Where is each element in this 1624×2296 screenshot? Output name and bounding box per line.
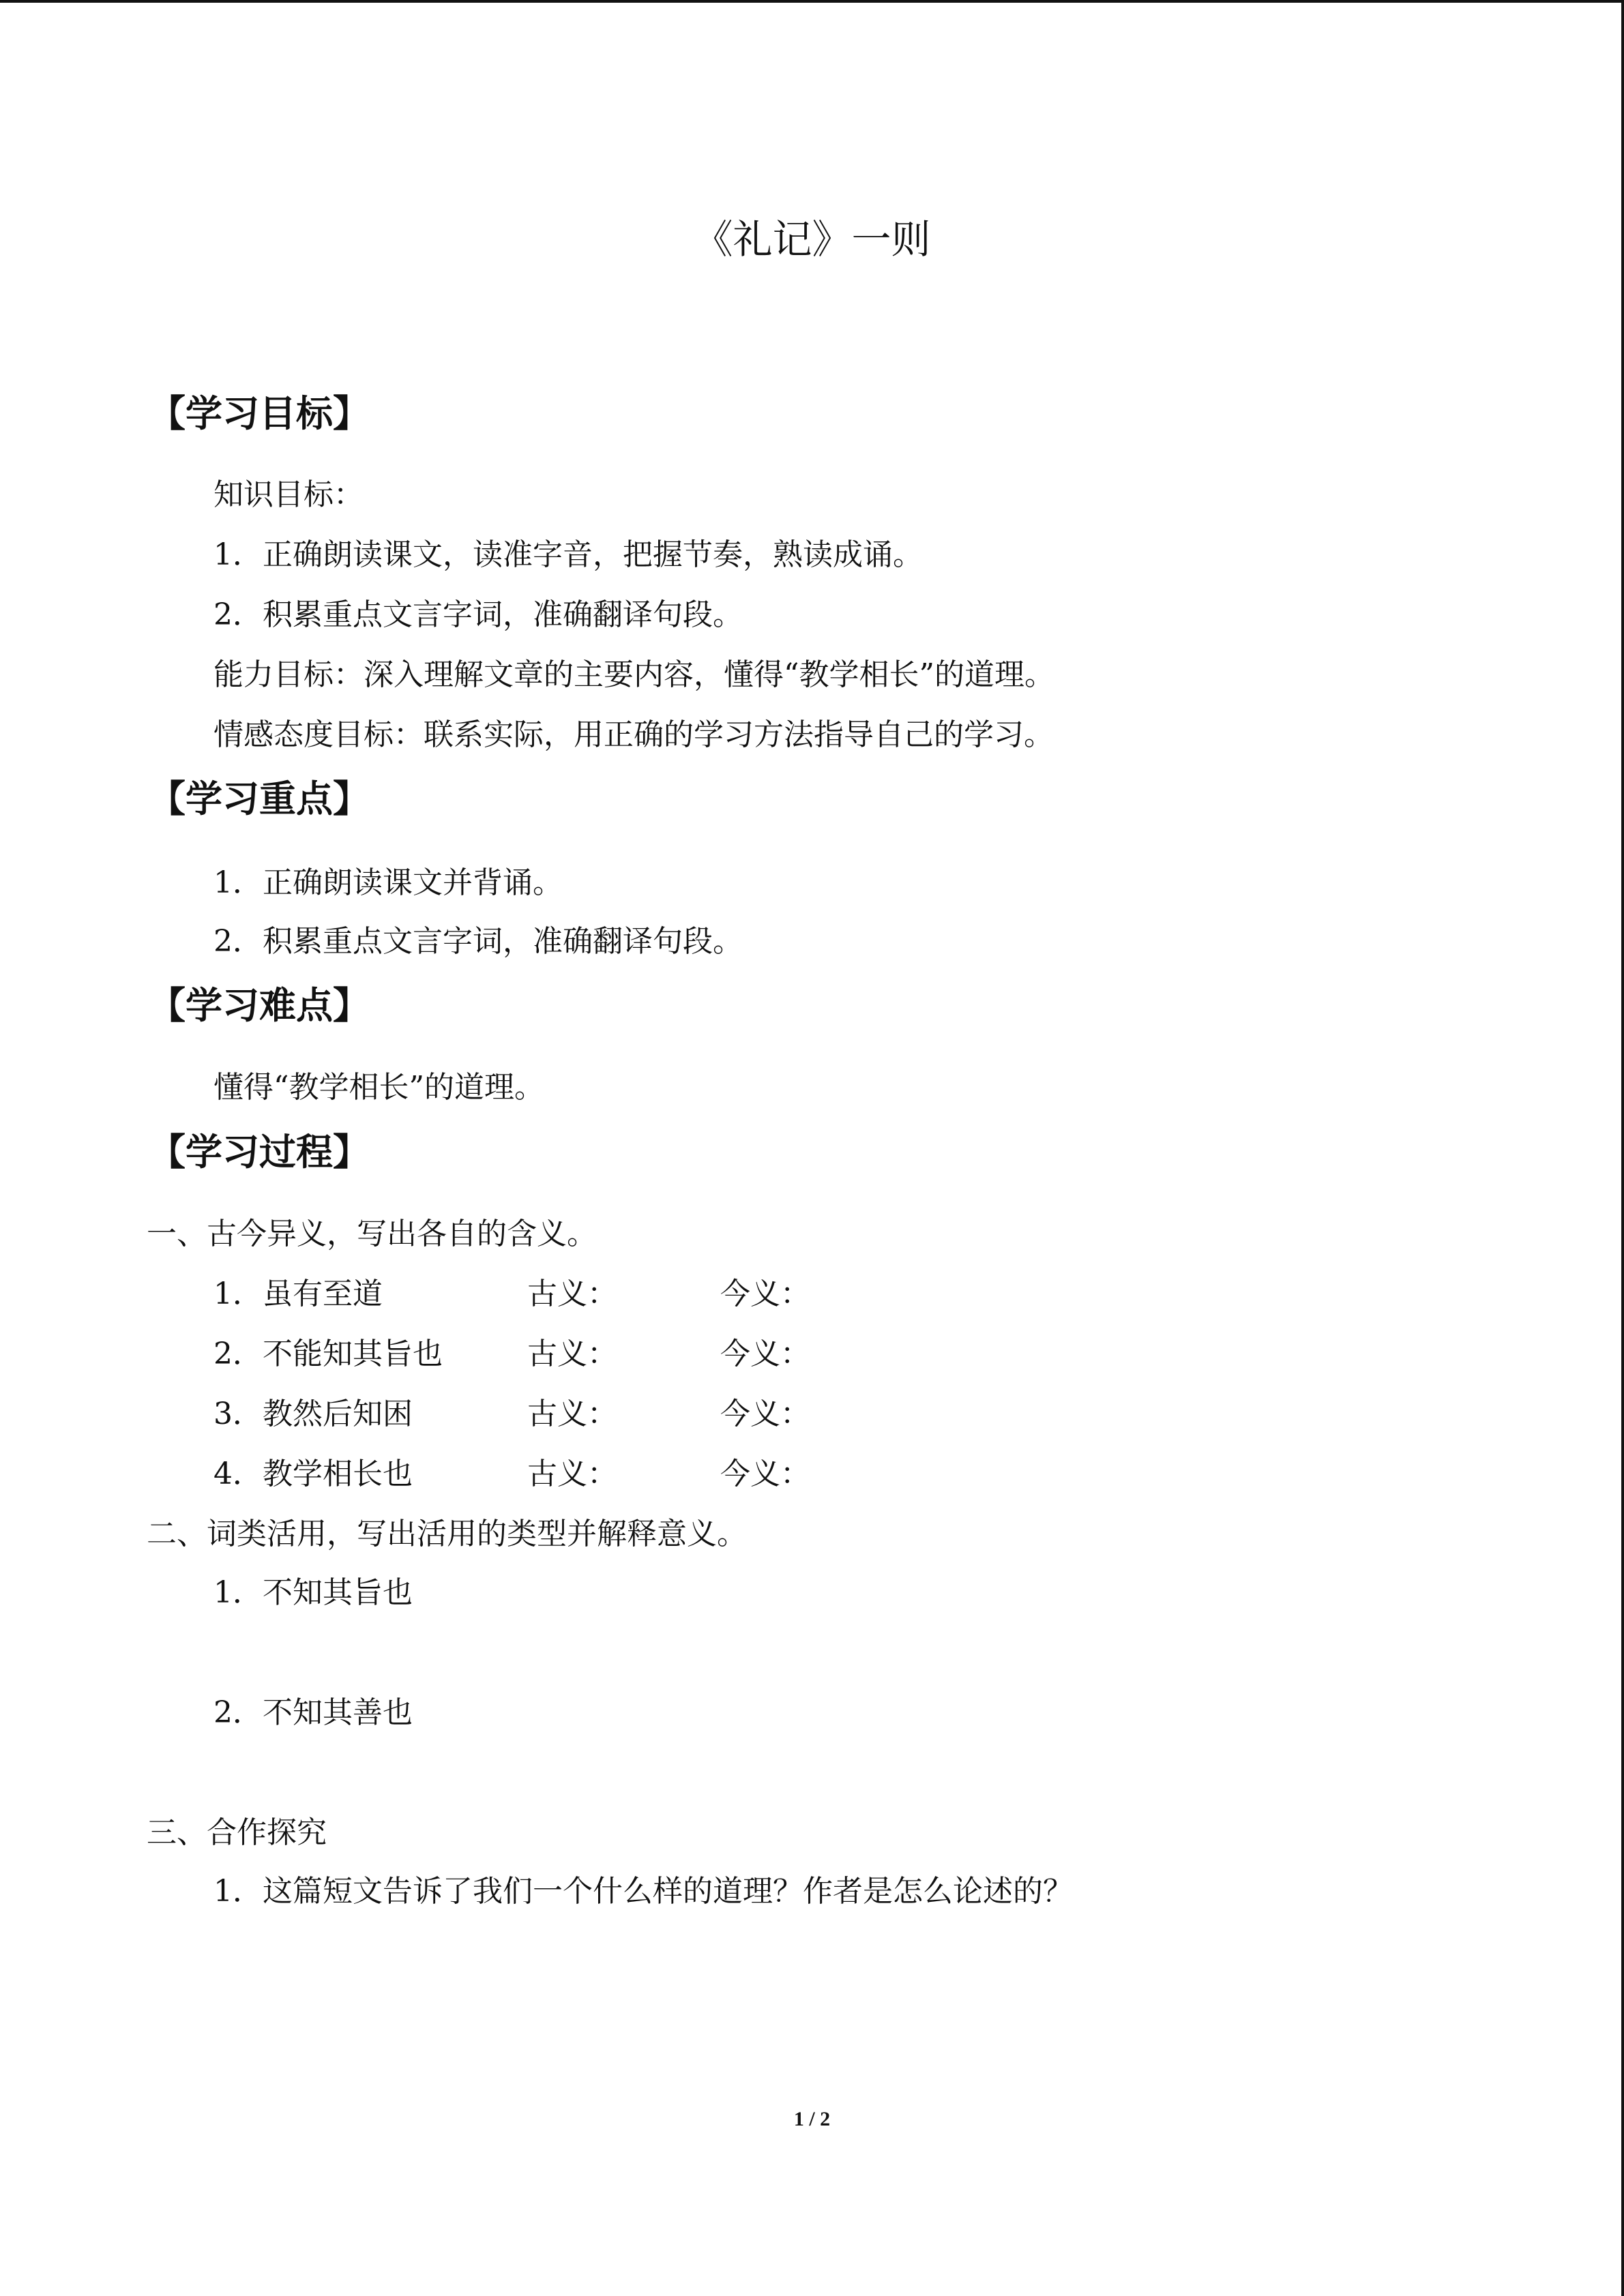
knowledge-item-1: 1．正确朗读课文，读准字音，把握节奏，熟读成诵。: [213, 537, 923, 572]
page-border-top: [0, 0, 1624, 3]
emotion-objective: 情感态度目标：联系实际，用正确的学习方法指导自己的学习。: [213, 717, 1054, 752]
knowledge-label: 知识目标：: [213, 477, 364, 512]
heading-process: 【学习过程】: [149, 1131, 370, 1174]
part1-row-4-ancient: 古义：: [527, 1457, 617, 1491]
part1-row-4-phrase: 4．教学相长也: [213, 1457, 413, 1491]
part2-item-2: 2．不知其善也: [213, 1695, 413, 1730]
heading-key-points: 【学习重点】: [149, 777, 370, 820]
part2-title: 二、词类活用，写出活用的类型并解释意义。: [147, 1517, 747, 1551]
heading-difficulties: 【学习难点】: [149, 984, 370, 1027]
part1-row-2-modern: 今义：: [720, 1337, 810, 1371]
page-border-right: [1621, 0, 1624, 2296]
knowledge-item-2: 2．积累重点文言字词，准确翻译句段。: [213, 597, 743, 632]
part1-row-3-ancient: 古义：: [527, 1397, 617, 1431]
key-point-2: 2．积累重点文言字词，准确翻译句段。: [213, 924, 743, 959]
part1-row-1-modern: 今义：: [720, 1277, 810, 1311]
part1-row-2-ancient: 古义：: [527, 1337, 617, 1371]
part1-title: 一、古今异义，写出各自的含义。: [147, 1217, 597, 1251]
heading-objectives: 【学习目标】: [149, 392, 370, 435]
part1-row-3-phrase: 3．教然后知困: [213, 1397, 413, 1431]
document-title: 《礼记》一则: [693, 216, 931, 263]
part1-row-3-modern: 今义：: [720, 1397, 810, 1431]
part1-row-1-ancient: 古义：: [527, 1277, 617, 1311]
part1-row-4-modern: 今义：: [720, 1457, 810, 1491]
part3-title: 三、合作探究: [147, 1815, 327, 1850]
part1-row-2-phrase: 2．不能知其旨也: [213, 1337, 443, 1371]
part3-item-1: 1．这篇短文告诉了我们一个什么样的道理？作者是怎么论述的？: [213, 1874, 1073, 1909]
page-number: 1 / 2: [793, 2108, 831, 2130]
part1-row-1-phrase: 1．虽有至道: [213, 1277, 383, 1311]
ability-objective: 能力目标：深入理解文章的主要内容，懂得“教学相长”的道理。: [213, 657, 1054, 692]
key-point-1: 1．正确朗读课文并背诵。: [213, 865, 563, 900]
part2-item-1: 1．不知其旨也: [213, 1575, 413, 1610]
difficulty-text: 懂得“教学相长”的道理。: [213, 1070, 544, 1105]
